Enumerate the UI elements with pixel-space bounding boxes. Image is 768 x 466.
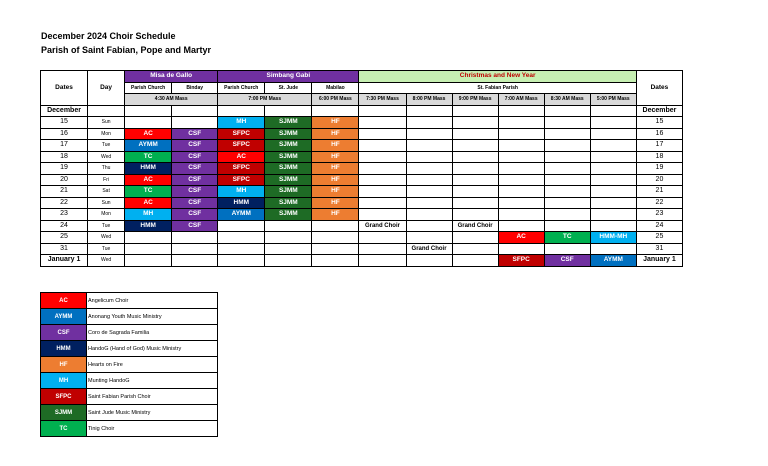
date-cell: 22: [41, 197, 88, 209]
legend-name: Coro de Sagrada Familia: [87, 325, 218, 341]
choir-assignment-cell: HF: [312, 128, 359, 140]
choir-assignment-cell: SFPC: [498, 255, 544, 267]
day-cell: Sun: [88, 197, 125, 209]
empty-cell: [406, 209, 452, 221]
month-row-blank: [265, 105, 312, 117]
empty-cell: [498, 243, 544, 255]
dates-header-right: Dates: [636, 71, 682, 106]
legend-code: AC: [41, 293, 87, 309]
choir-assignment-cell: CSF: [172, 151, 218, 163]
choir-assignment-cell: TC: [125, 186, 172, 198]
day-cell: Wed: [88, 255, 125, 267]
empty-cell: [359, 140, 406, 152]
day-cell: Sun: [88, 117, 125, 129]
choir-assignment-cell: AC: [125, 174, 172, 186]
day-header: Day: [88, 71, 125, 106]
legend-row: [41, 421, 218, 437]
choir-assignment-cell: CSF: [172, 174, 218, 186]
christmas-new-year-header: Christmas and New Year: [359, 71, 636, 83]
schedule-row: [41, 197, 683, 209]
choir-assignment-cell: CSF: [172, 140, 218, 152]
schedule-row: [41, 220, 683, 232]
choir-assignment-cell: SJMM: [265, 174, 312, 186]
date-cell-right: 22: [636, 197, 682, 209]
choir-assignment-cell: TC: [544, 232, 590, 244]
legend-code: CSF: [41, 325, 87, 341]
choir-assignment-cell: CSF: [172, 128, 218, 140]
legend-name: Angelicum Choir: [87, 293, 218, 309]
empty-cell: [590, 151, 636, 163]
empty-cell: [452, 174, 498, 186]
choir-assignment-cell: TC: [125, 151, 172, 163]
empty-cell: [406, 197, 452, 209]
empty-cell: [172, 117, 218, 129]
schedule-row: [41, 255, 683, 267]
month-row-blank: [218, 105, 265, 117]
month-row-blank: [125, 105, 172, 117]
month-row-blank: [544, 105, 590, 117]
empty-cell: [544, 174, 590, 186]
month-row-blank: [312, 105, 359, 117]
empty-cell: [498, 151, 544, 163]
legend-table: [40, 292, 218, 437]
empty-cell: [452, 140, 498, 152]
empty-cell: [406, 186, 452, 198]
empty-cell: [498, 163, 544, 175]
empty-cell: [544, 209, 590, 221]
legend-name: Saint Fabian Parish Choir: [87, 389, 218, 405]
empty-cell: [590, 209, 636, 221]
group-header-row: [41, 71, 683, 83]
legend-name: HandoG (Hand of God) Music Ministry: [87, 341, 218, 357]
empty-cell: [406, 232, 452, 244]
page-title: December 2024 Choir Schedule: [41, 31, 176, 41]
date-cell: 16: [41, 128, 88, 140]
choir-assignment-cell: HF: [312, 197, 359, 209]
schedule-row: [41, 163, 683, 175]
empty-cell: [125, 243, 172, 255]
misa-de-gallo-header: Misa de Gallo: [125, 71, 218, 83]
month-row: [41, 105, 683, 117]
empty-cell: [406, 140, 452, 152]
choir-assignment-cell: AYMM: [590, 255, 636, 267]
empty-cell: [498, 186, 544, 198]
date-cell-right: 23: [636, 209, 682, 221]
empty-cell: [265, 232, 312, 244]
date-cell: 23: [41, 209, 88, 221]
empty-cell: [218, 243, 265, 255]
empty-cell: [452, 117, 498, 129]
schedule-row: [41, 117, 683, 129]
day-cell: Tue: [88, 220, 125, 232]
empty-cell: [590, 174, 636, 186]
day-cell: Wed: [88, 232, 125, 244]
simbang-gabi-header: Simbang Gabi: [218, 71, 359, 83]
empty-cell: [498, 174, 544, 186]
date-cell: 31: [41, 243, 88, 255]
choir-assignment-cell: SJMM: [265, 151, 312, 163]
date-cell: January 1: [41, 255, 88, 267]
empty-cell: [359, 128, 406, 140]
sub-header-binday: Binday: [172, 82, 218, 94]
mass-time-row: [41, 94, 683, 106]
day-cell: Tue: [88, 243, 125, 255]
month-row-blank: [590, 105, 636, 117]
date-cell-right: 19: [636, 163, 682, 175]
choir-assignment-cell: SJMM: [265, 186, 312, 198]
sub-header-st-jude: St. Jude: [265, 82, 312, 94]
legend-code: SJMM: [41, 405, 87, 421]
legend-row: [41, 373, 218, 389]
empty-cell: [452, 163, 498, 175]
mass-time-700am: 7:00 AM Mass: [498, 94, 544, 106]
date-cell: 17: [41, 140, 88, 152]
empty-cell: [544, 220, 590, 232]
choir-assignment-cell: MH: [218, 186, 265, 198]
empty-cell: [590, 163, 636, 175]
legend-row: [41, 325, 218, 341]
choir-assignment-cell: CSF: [172, 197, 218, 209]
month-row-blank: [498, 105, 544, 117]
empty-cell: [544, 163, 590, 175]
choir-assignment-cell: HF: [312, 209, 359, 221]
choir-assignment-cell: SFPC: [218, 140, 265, 152]
choir-assignment-cell: HF: [312, 163, 359, 175]
empty-cell: [312, 232, 359, 244]
choir-assignment-cell: CSF: [172, 220, 218, 232]
legend-code: MH: [41, 373, 87, 389]
month-row-blank: [172, 105, 218, 117]
choir-assignment-cell: SJMM: [265, 140, 312, 152]
month-row-blank: [406, 105, 452, 117]
day-cell: Tue: [88, 140, 125, 152]
choir-assignment-cell: HMM: [218, 197, 265, 209]
page-subtitle: Parish of Saint Fabian, Pope and Martyr: [41, 45, 212, 55]
empty-cell: [312, 243, 359, 255]
date-cell-right: 17: [636, 140, 682, 152]
choir-assignment-cell: SJMM: [265, 163, 312, 175]
empty-cell: [544, 151, 590, 163]
sub-header-row: [41, 82, 683, 94]
empty-cell: [452, 128, 498, 140]
empty-cell: [498, 209, 544, 221]
empty-cell: [590, 128, 636, 140]
empty-cell: [406, 220, 452, 232]
sub-header-parish-church: Parish Church: [125, 82, 172, 94]
choir-assignment-cell: HF: [312, 186, 359, 198]
legend-code: AYMM: [41, 309, 87, 325]
schedule-row: [41, 209, 683, 221]
choir-assignment-cell: HMM: [125, 163, 172, 175]
schedule-row: [41, 151, 683, 163]
grand-choir-cell: Grand Choir: [359, 220, 406, 232]
empty-cell: [498, 220, 544, 232]
grand-choir-cell: Grand Choir: [406, 243, 452, 255]
empty-cell: [125, 117, 172, 129]
empty-cell: [544, 186, 590, 198]
legend-code: SFPC: [41, 389, 87, 405]
empty-cell: [172, 255, 218, 267]
choir-assignment-cell: CSF: [172, 163, 218, 175]
empty-cell: [590, 117, 636, 129]
empty-cell: [359, 255, 406, 267]
schedule-row: [41, 232, 683, 244]
empty-cell: [312, 220, 359, 232]
choir-assignment-cell: HF: [312, 140, 359, 152]
empty-cell: [406, 117, 452, 129]
schedule-row: [41, 186, 683, 198]
mass-time-730pm: 7:30 PM Mass: [359, 94, 406, 106]
choir-assignment-cell: SFPC: [218, 174, 265, 186]
empty-cell: [359, 232, 406, 244]
choir-assignment-cell: MH: [218, 117, 265, 129]
legend-row: [41, 405, 218, 421]
legend-name: Munting HandoG: [87, 373, 218, 389]
empty-cell: [544, 128, 590, 140]
choir-assignment-cell: SJMM: [265, 128, 312, 140]
empty-cell: [359, 163, 406, 175]
empty-cell: [359, 174, 406, 186]
sub-header-st-fabian-parish: St. Fabian Parish: [359, 82, 636, 94]
choir-assignment-cell: AYMM: [218, 209, 265, 221]
empty-cell: [406, 163, 452, 175]
empty-cell: [544, 117, 590, 129]
choir-assignment-cell: HF: [312, 174, 359, 186]
choir-assignment-cell: SJMM: [265, 117, 312, 129]
date-cell: 18: [41, 151, 88, 163]
empty-cell: [265, 220, 312, 232]
empty-cell: [452, 186, 498, 198]
empty-cell: [406, 174, 452, 186]
empty-cell: [406, 128, 452, 140]
legend-code: HMM: [41, 341, 87, 357]
choir-assignment-cell: SJMM: [265, 197, 312, 209]
date-cell-right: 20: [636, 174, 682, 186]
choir-assignment-cell: SFPC: [218, 128, 265, 140]
date-cell-right: 24: [636, 220, 682, 232]
empty-cell: [590, 197, 636, 209]
empty-cell: [590, 186, 636, 198]
empty-cell: [359, 243, 406, 255]
legend-name: Hearts on Fire: [87, 357, 218, 373]
empty-cell: [452, 197, 498, 209]
date-cell: 15: [41, 117, 88, 129]
empty-cell: [544, 140, 590, 152]
date-cell-right: 15: [636, 117, 682, 129]
choir-assignment-cell: MH: [125, 209, 172, 221]
choir-assignment-cell: SFPC: [218, 163, 265, 175]
empty-cell: [265, 255, 312, 267]
empty-cell: [359, 209, 406, 221]
month-label-left: December: [41, 105, 88, 117]
date-cell: 21: [41, 186, 88, 198]
empty-cell: [590, 243, 636, 255]
empty-cell: [452, 209, 498, 221]
legend-name: Anonang Youth Music Ministry: [87, 309, 218, 325]
schedule-row: [41, 140, 683, 152]
empty-cell: [452, 255, 498, 267]
schedule-row: [41, 174, 683, 186]
empty-cell: [312, 255, 359, 267]
choir-assignment-cell: CSF: [544, 255, 590, 267]
day-cell: Wed: [88, 151, 125, 163]
day-cell: Sat: [88, 186, 125, 198]
empty-cell: [359, 117, 406, 129]
legend-row: [41, 357, 218, 373]
mass-time-430am: 4:30 AM Mass: [125, 94, 218, 106]
choir-assignment-cell: AC: [125, 128, 172, 140]
empty-cell: [406, 151, 452, 163]
schedule-table: [40, 70, 683, 267]
empty-cell: [218, 220, 265, 232]
empty-cell: [498, 117, 544, 129]
legend-code: TC: [41, 421, 87, 437]
empty-cell: [218, 255, 265, 267]
mass-time-700pm: 7:00 PM Mass: [218, 94, 312, 106]
choir-assignment-cell: SJMM: [265, 209, 312, 221]
grand-choir-cell: Grand Choir: [452, 220, 498, 232]
empty-cell: [359, 151, 406, 163]
empty-cell: [452, 243, 498, 255]
empty-cell: [265, 243, 312, 255]
date-cell-right: 16: [636, 128, 682, 140]
day-cell: Thu: [88, 163, 125, 175]
empty-cell: [359, 186, 406, 198]
date-cell: 20: [41, 174, 88, 186]
mass-time-500pm: 5:00 PM Mass: [590, 94, 636, 106]
legend-row: [41, 389, 218, 405]
month-row-blank: [88, 105, 125, 117]
empty-cell: [544, 243, 590, 255]
date-cell-right: 31: [636, 243, 682, 255]
legend-row: [41, 309, 218, 325]
sub-header-parish-church-2: Parish Church: [218, 82, 265, 94]
date-cell-right: 21: [636, 186, 682, 198]
choir-assignment-cell: AYMM: [125, 140, 172, 152]
mass-time-800pm: 8:00 PM Mass: [406, 94, 452, 106]
choir-assignment-cell: CSF: [172, 209, 218, 221]
empty-cell: [498, 140, 544, 152]
choir-assignment-cell: HF: [312, 117, 359, 129]
month-row-blank: [359, 105, 406, 117]
date-cell-right: 18: [636, 151, 682, 163]
empty-cell: [406, 255, 452, 267]
empty-cell: [590, 140, 636, 152]
empty-cell: [452, 151, 498, 163]
empty-cell: [544, 197, 590, 209]
choir-assignment-cell: CSF: [172, 186, 218, 198]
mass-time-830am: 8:30 AM Mass: [544, 94, 590, 106]
empty-cell: [498, 128, 544, 140]
day-cell: Mon: [88, 209, 125, 221]
date-cell: 19: [41, 163, 88, 175]
empty-cell: [125, 255, 172, 267]
choir-assignment-cell: HMM: [125, 220, 172, 232]
date-cell: 25: [41, 232, 88, 244]
empty-cell: [590, 220, 636, 232]
month-label-right: December: [636, 105, 682, 117]
empty-cell: [359, 197, 406, 209]
date-cell-right: 25: [636, 232, 682, 244]
choir-assignment-cell: AC: [125, 197, 172, 209]
date-cell-right: January 1: [636, 255, 682, 267]
schedule-row: [41, 243, 683, 255]
legend-name: Tinig Choir: [87, 421, 218, 437]
day-cell: Fri: [88, 174, 125, 186]
choir-assignment-cell: HF: [312, 151, 359, 163]
month-row-blank: [452, 105, 498, 117]
empty-cell: [125, 232, 172, 244]
mass-time-900pm: 9:00 PM Mass: [452, 94, 498, 106]
empty-cell: [218, 232, 265, 244]
sub-header-mabilao: Mabilao: [312, 82, 359, 94]
legend-code: HF: [41, 357, 87, 373]
legend-row: [41, 341, 218, 357]
day-cell: Mon: [88, 128, 125, 140]
choir-assignment-cell: HMM-MH: [590, 232, 636, 244]
empty-cell: [172, 243, 218, 255]
empty-cell: [498, 197, 544, 209]
legend-row: [41, 293, 218, 309]
date-cell: 24: [41, 220, 88, 232]
dates-header: Dates: [41, 71, 88, 106]
empty-cell: [172, 232, 218, 244]
mass-time-600pm: 6:00 PM Mass: [312, 94, 359, 106]
choir-assignment-cell: AC: [498, 232, 544, 244]
schedule-row: [41, 128, 683, 140]
empty-cell: [452, 232, 498, 244]
choir-assignment-cell: AC: [218, 151, 265, 163]
legend-name: Saint Jude Music Ministry: [87, 405, 218, 421]
